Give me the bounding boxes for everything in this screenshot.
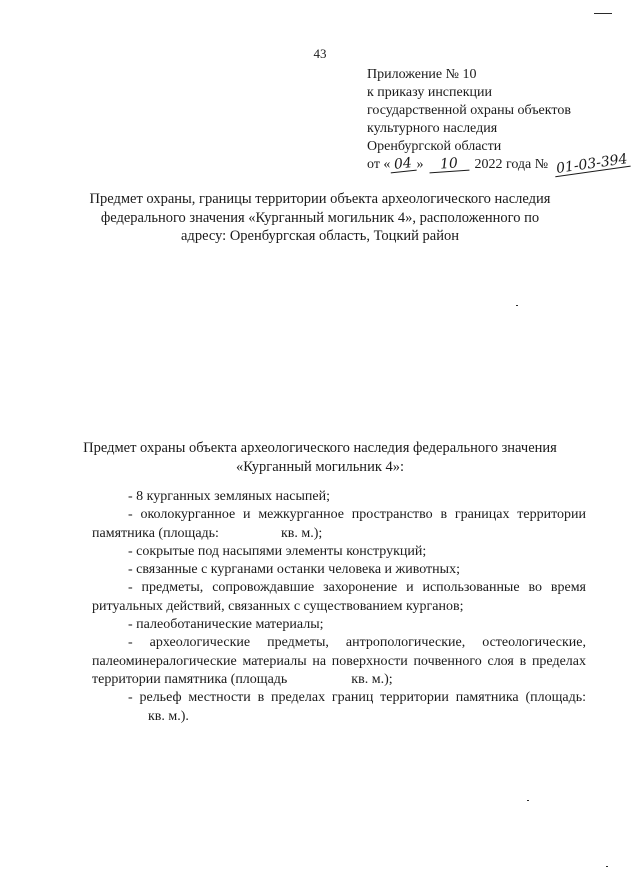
list-item-text: - предметы, сопровождавшие захоронение и использованные во время ритуальных действий, связанных с существованием курганов;: [92, 580, 586, 614]
page-number: 43: [313, 46, 327, 61]
list-item: [92, 616, 586, 634]
list-item-unit: кв. м.).: [148, 708, 189, 724]
date-prefix: от «: [367, 157, 391, 172]
appendix-date-line: [367, 151, 629, 177]
date-mid: »: [416, 157, 427, 172]
list-item-text: - палеоботанические материалы;: [128, 617, 324, 633]
list-item-text: - 8 курганных земляных насыпей;: [128, 489, 330, 504]
list-item-unit: кв. м.);: [351, 671, 393, 687]
list-item-text: - археологические предметы, антропологические, остеологические, палеоминералогические материалы на поверхности почвенного слоя в пределах территории памятника (площадь: [92, 635, 586, 687]
protection-subject-title: [0, 439, 640, 476]
list-item-text: - рельеф местности в пределах границ территории памятника (площадь:: [128, 690, 586, 706]
list-item: [92, 488, 586, 506]
subject-title-line: Предмет охраны объекта археологического наследия федерального значения: [83, 440, 557, 456]
subject-title-line: «Курганный могильник 4»:: [235, 458, 405, 475]
list-item: [92, 579, 586, 616]
handwritten-month: 10: [428, 156, 469, 174]
list-item: [92, 506, 586, 543]
heading-line: Предмет охраны, границы территории объекта археологического наследия: [89, 191, 551, 207]
date-year: 2022 года №: [470, 157, 552, 172]
appendix-order-ref: к приказу инспекции: [367, 85, 493, 100]
heading-line: федерального значения «Курганный могильник 4», расположенного по: [100, 209, 540, 226]
appendix-region: Оренбургской области: [367, 139, 502, 154]
list-item: [92, 689, 586, 726]
protection-subject-list: [92, 488, 586, 726]
list-item-text: - сокрытые под насыпями элементы конструкций;: [128, 543, 427, 559]
scan-artifact: [516, 305, 518, 306]
scan-artifact: [606, 866, 608, 867]
list-item-text: - связанные с курганами останки человека и животных;: [128, 562, 460, 578]
handwritten-order-number: 01-03-394: [554, 151, 629, 177]
appendix-authority-2: культурного наследия: [367, 121, 498, 136]
list-item-text: - околокурганное и межкурганное пространство в границах территории памятника (площадь:: [92, 507, 586, 541]
scan-artifact: [594, 13, 612, 14]
appendix-title: Приложение № 10: [367, 67, 477, 82]
appendix-authority-1: государственной охраны объектов: [367, 103, 571, 118]
scan-artifact: [527, 800, 529, 801]
list-item: [92, 543, 586, 561]
heading-line: адресу: Оренбургская область, Тоцкий район: [181, 228, 459, 244]
list-item: [92, 634, 586, 689]
list-item-unit: кв. м.);: [280, 525, 323, 541]
list-item: [92, 561, 586, 579]
appendix-block: [367, 66, 629, 177]
handwritten-day: 04: [390, 156, 417, 174]
document-heading: [0, 190, 640, 246]
